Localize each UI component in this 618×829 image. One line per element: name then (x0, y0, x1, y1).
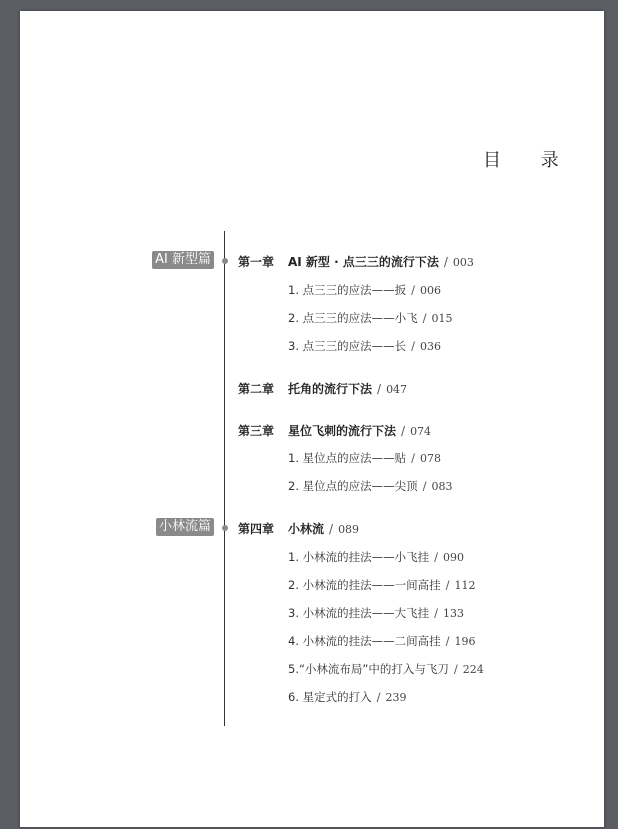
chapter-number: 第三章 (238, 424, 275, 438)
toc-item[interactable] (288, 478, 453, 494)
toc-item[interactable] (288, 549, 464, 565)
page-separator: / (411, 339, 416, 353)
toc-item[interactable] (288, 577, 476, 593)
toc-item[interactable] (288, 338, 441, 354)
toc-chapter[interactable] (238, 253, 474, 270)
timeline-dot (222, 258, 228, 264)
page-separator: / (443, 255, 448, 269)
item-title: 2. 星位点的应法——尖顶 (288, 479, 418, 493)
toc-item[interactable] (288, 661, 484, 677)
chapter-number: 第二章 (238, 382, 275, 396)
toc-item[interactable] (288, 310, 453, 326)
page-number: 112 (454, 579, 476, 592)
page-number: 239 (385, 691, 407, 704)
page-number: 003 (452, 256, 474, 269)
toc-item[interactable] (288, 450, 441, 466)
page-separator: / (376, 690, 381, 704)
page-separator: / (411, 283, 416, 297)
page-separator: / (434, 606, 439, 620)
item-title: 6. 星定式的打入 (288, 690, 372, 704)
item-title: 1. 星位点的应法——贴 (288, 451, 407, 465)
page-number: 133 (443, 607, 465, 620)
page-separator: / (434, 550, 439, 564)
toc-chapter[interactable] (238, 422, 431, 439)
chapter-title: AI 新型 · 点三三的流行下法 (288, 255, 439, 269)
page-separator: / (411, 451, 416, 465)
page-separator: / (445, 634, 450, 648)
page-separator: / (329, 522, 334, 536)
chapter-title: 小林流 (288, 522, 325, 536)
page-number: 090 (443, 551, 465, 564)
toc-chapter[interactable] (238, 380, 407, 397)
page-number: 074 (410, 425, 432, 438)
item-title: 2. 小林流的挂法——一间高挂 (288, 578, 441, 592)
page-separator: / (401, 424, 406, 438)
page-number: 015 (431, 312, 453, 325)
item-title: 3. 点三三的应法——长 (288, 339, 407, 353)
page-separator: / (453, 662, 458, 676)
section-tag-ai: AI 新型篇 (152, 251, 214, 269)
toc-item[interactable] (288, 633, 476, 649)
page-number: 196 (454, 635, 476, 648)
toc-item[interactable] (288, 282, 441, 298)
page-separator: / (422, 479, 427, 493)
page-number: 089 (338, 523, 360, 536)
item-title: 1. 小林流的挂法——小飞挂 (288, 550, 430, 564)
chapter-title: 托角的流行下法 (288, 382, 373, 396)
document-page (20, 11, 604, 827)
item-title: 5.“小林流布局”中的打入与飞刀 (288, 662, 449, 676)
toc-chapter[interactable] (238, 520, 359, 537)
page-number: 078 (420, 452, 442, 465)
toc-item[interactable] (288, 605, 464, 621)
item-title: 3. 小林流的挂法——大飞挂 (288, 606, 430, 620)
page-separator: / (377, 382, 382, 396)
page-separator: / (422, 311, 427, 325)
page-number: 036 (420, 340, 442, 353)
chapter-number: 第一章 (238, 255, 275, 269)
page-number: 224 (462, 663, 484, 676)
page-separator: / (445, 578, 450, 592)
page-number: 083 (431, 480, 453, 493)
section-tag-kobayashi: 小林流篇 (156, 518, 214, 536)
item-title: 2. 点三三的应法——小飞 (288, 311, 418, 325)
chapter-number: 第四章 (238, 522, 275, 536)
toc-item[interactable] (288, 689, 407, 705)
item-title: 4. 小林流的挂法——二间高挂 (288, 634, 441, 648)
timeline-dot (222, 525, 228, 531)
chapter-title: 星位飞刺的流行下法 (288, 424, 397, 438)
page-number: 047 (386, 383, 408, 396)
item-title: 1. 点三三的应法——扳 (288, 283, 407, 297)
toc-title: 目 录 (483, 150, 576, 171)
page-number: 006 (420, 284, 442, 297)
timeline-line (224, 231, 225, 726)
